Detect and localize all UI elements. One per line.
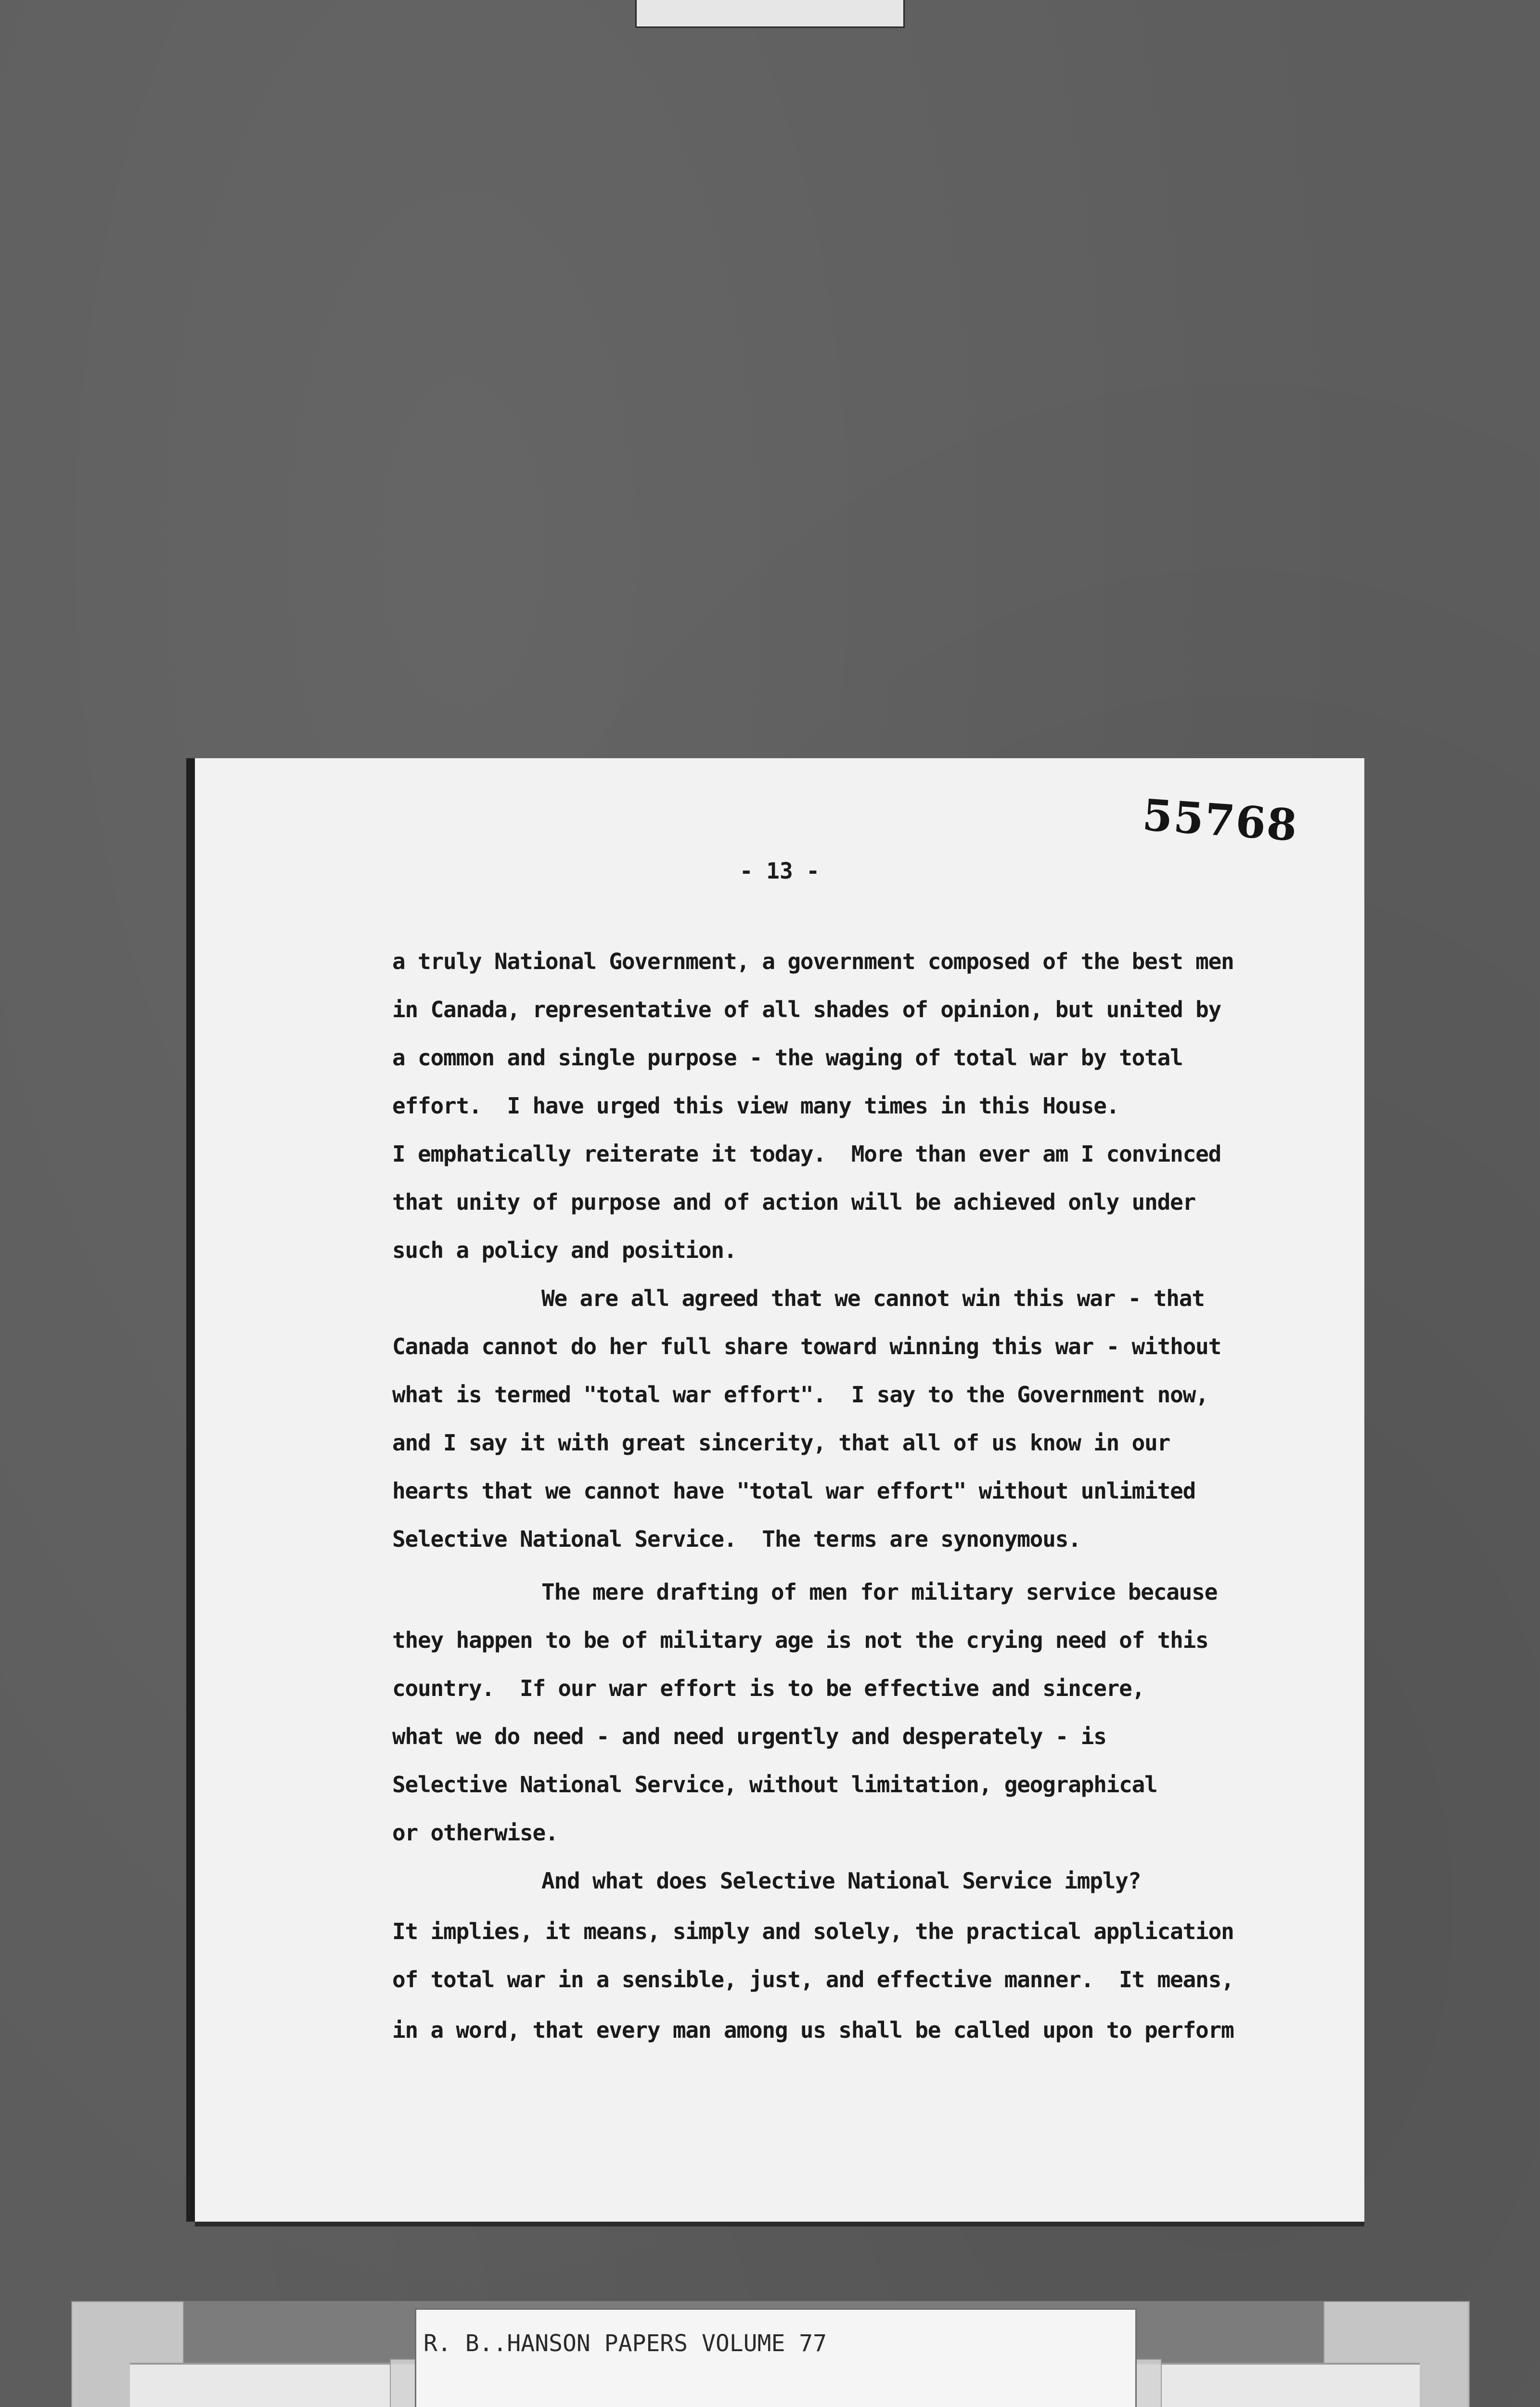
text-line: what we do need - and need urgently and desperately - is xyxy=(392,1723,1106,1749)
text-line: and I say it with great sincerity, that all of us know in our xyxy=(392,1430,1170,1456)
text-line: Selective National Service. The terms are synonymous. xyxy=(392,1526,1081,1552)
page-number: - 13 - xyxy=(739,858,820,884)
text-line: what is termed "total war effort". I say to the Government now, xyxy=(392,1382,1208,1408)
paragraph-first-line: And what does Selective National Service imply? xyxy=(541,1868,1141,1894)
text-line: I emphatically reiterate it today. More than ever am I convinced xyxy=(392,1141,1221,1167)
text-line: in a word, that every man among us shall be called upon to perform xyxy=(392,2017,1234,2043)
paragraph-first-line: We are all agreed that we cannot win this war - that xyxy=(541,1285,1205,1311)
text-line: that unity of purpose and of action will be achieved only under xyxy=(392,1189,1196,1215)
text-line: or otherwise. xyxy=(392,1820,558,1846)
text-line: in Canada, representative of all shades of opinion, but united by xyxy=(392,996,1221,1022)
text-line: hearts that we cannot have "total war effort" without unlimited xyxy=(392,1478,1196,1504)
text-line: a common and single purpose - the waging of total war by total xyxy=(392,1045,1183,1071)
text-line: country. If our war effort is to be effective and sincere, xyxy=(392,1675,1145,1701)
text-line: It implies, it means, simply and solely, the practical application xyxy=(392,1918,1234,1944)
paragraph-first-line: The mere drafting of men for military service because xyxy=(541,1579,1218,1605)
volume-label: R. B..HANSON PAPERS VOLUME 77 xyxy=(424,2330,827,2357)
text-line: Selective National Service, without limitation, geographical xyxy=(392,1772,1157,1798)
volume-slip xyxy=(415,2308,1137,2407)
text-line: of total war in a sensible, just, and effective manner. It means, xyxy=(392,1967,1234,1993)
text-line: Canada cannot do her full share toward winning this war - without xyxy=(392,1333,1221,1359)
text-line: such a policy and position. xyxy=(392,1237,737,1263)
text-line: effort. I have urged this view many times in this House. xyxy=(392,1093,1119,1119)
top-paper-tab xyxy=(635,0,905,28)
text-line: they happen to be of military age is not the crying need of this xyxy=(392,1627,1208,1653)
text-line: a truly National Government, a government composed of the best men xyxy=(392,948,1234,974)
reference-number: 55768 xyxy=(1141,789,1300,852)
